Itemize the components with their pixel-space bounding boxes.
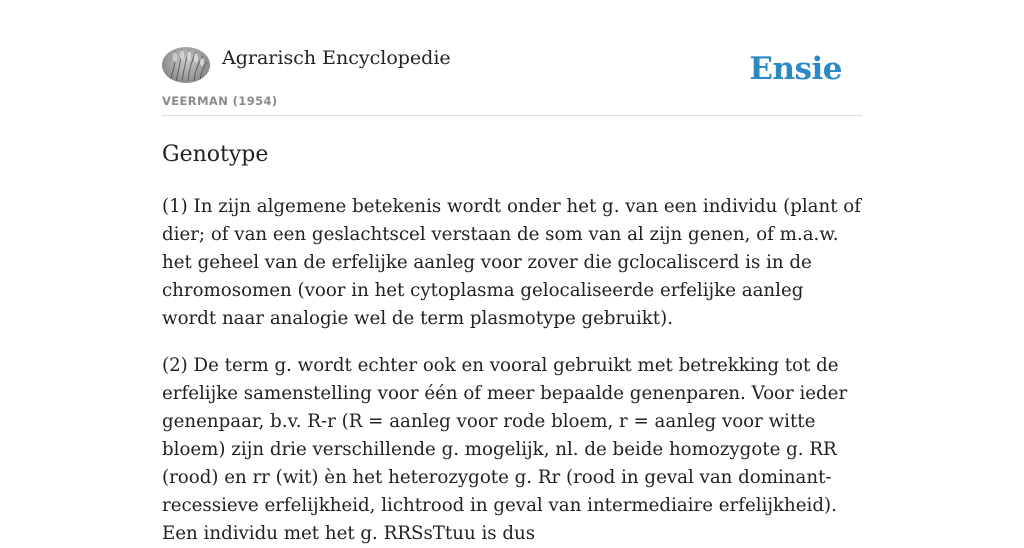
header [162,0,862,116]
page-container [162,0,862,548]
article-paragraph-2: (2) De term g. wordt echter ook en vooral gebruikt met betrekking tot de erfelijke samenstelling voor één of meer bepaalde genenparen. Voor ieder genenpaar, b.v. R-r (R = aanleg voor rode bloem, r = aanleg voor witte bloem) zijn drie verschillende g. mogelijk, nl. de beide homozygote g. RR (rood) en rr (wit) èn het heterozygote g. Rr (rood in geval van dominant-recessieve erfelijkheid, lichtrood in geval van intermediaire erfelijkheid). Een individu met het g. RRSsTtuu is dus [162,355,848,544]
edition-label: VEERMAN (1954) [162,94,278,108]
logo-graphic [162,47,210,83]
article-paragraph-1: (1) In zijn algemene betekenis wordt onder het g. van een individu (plant of dier; of van een geslachtscel verstaan de som van al zijn genen, of m.a.w. het geheel van de erfelijke aanleg voor zover die gclocaliscerd is in de chromosomen (voor in het cytoplasma gelocaliseerde erfelijke aanleg wordt naar analogie wel de term plasmotype gebruikt). [162,196,861,329]
book-title[interactable]: Agrarisch Encyclopedie [222,47,451,69]
brand-logo[interactable]: Ensie [749,51,842,87]
article-title: Genotype [162,142,269,167]
wheat-ears-icon [162,47,210,83]
